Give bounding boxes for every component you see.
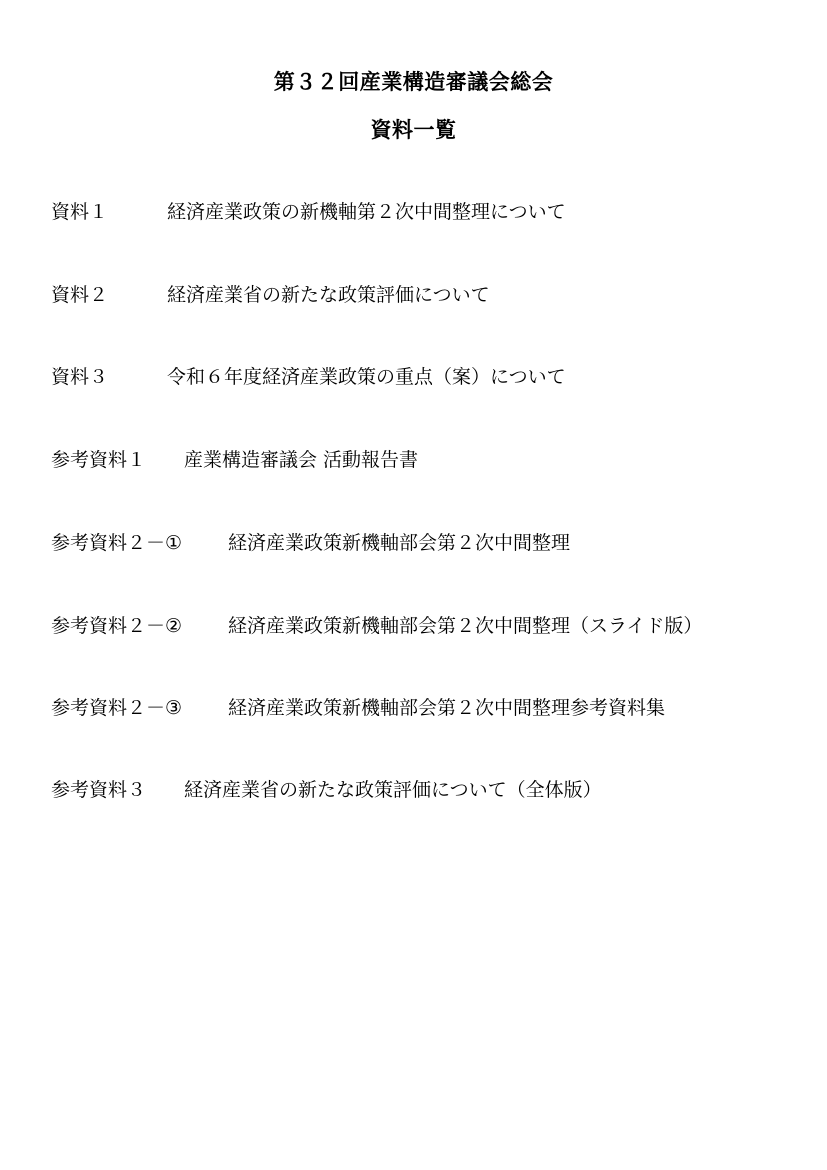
item-text: 経済産業政策新機軸部会第２次中間整理（スライド版） <box>228 615 703 637</box>
item-text: 産業構造審議会 活動報告書 <box>184 449 419 471</box>
item-label: 資料３ <box>51 366 109 388</box>
document-subtitle: 資料一覧 <box>370 118 457 142</box>
item-text: 経済産業省の新たな政策評価について（全体版） <box>184 779 602 801</box>
item-label: 参考資料２－③ <box>51 697 183 719</box>
item-text: 経済産業省の新たな政策評価について <box>167 284 490 306</box>
item-label: 参考資料２－① <box>51 532 183 554</box>
item-text: 経済産業政策新機軸部会第２次中間整理参考資料集 <box>228 697 666 719</box>
list-item <box>51 448 418 472</box>
item-label: 資料２ <box>51 284 109 306</box>
item-label: 参考資料１ <box>51 449 147 471</box>
item-label: 参考資料３ <box>51 779 147 801</box>
list-item <box>51 200 566 224</box>
list-item <box>51 283 490 307</box>
item-text: 経済産業政策の新機軸第２次中間整理について <box>167 201 566 223</box>
item-label: 資料１ <box>51 201 109 223</box>
item-text: 経済産業政策新機軸部会第２次中間整理 <box>228 532 571 554</box>
item-label: 参考資料２－② <box>51 615 183 637</box>
list-item <box>51 365 566 389</box>
list-item <box>51 614 702 638</box>
item-text: 令和６年度経済産業政策の重点（案）について <box>167 366 566 388</box>
list-item <box>51 531 570 555</box>
document-title: 第３２回産業構造審議会総会 <box>273 70 554 94</box>
list-item <box>51 778 602 802</box>
list-item <box>51 696 665 720</box>
